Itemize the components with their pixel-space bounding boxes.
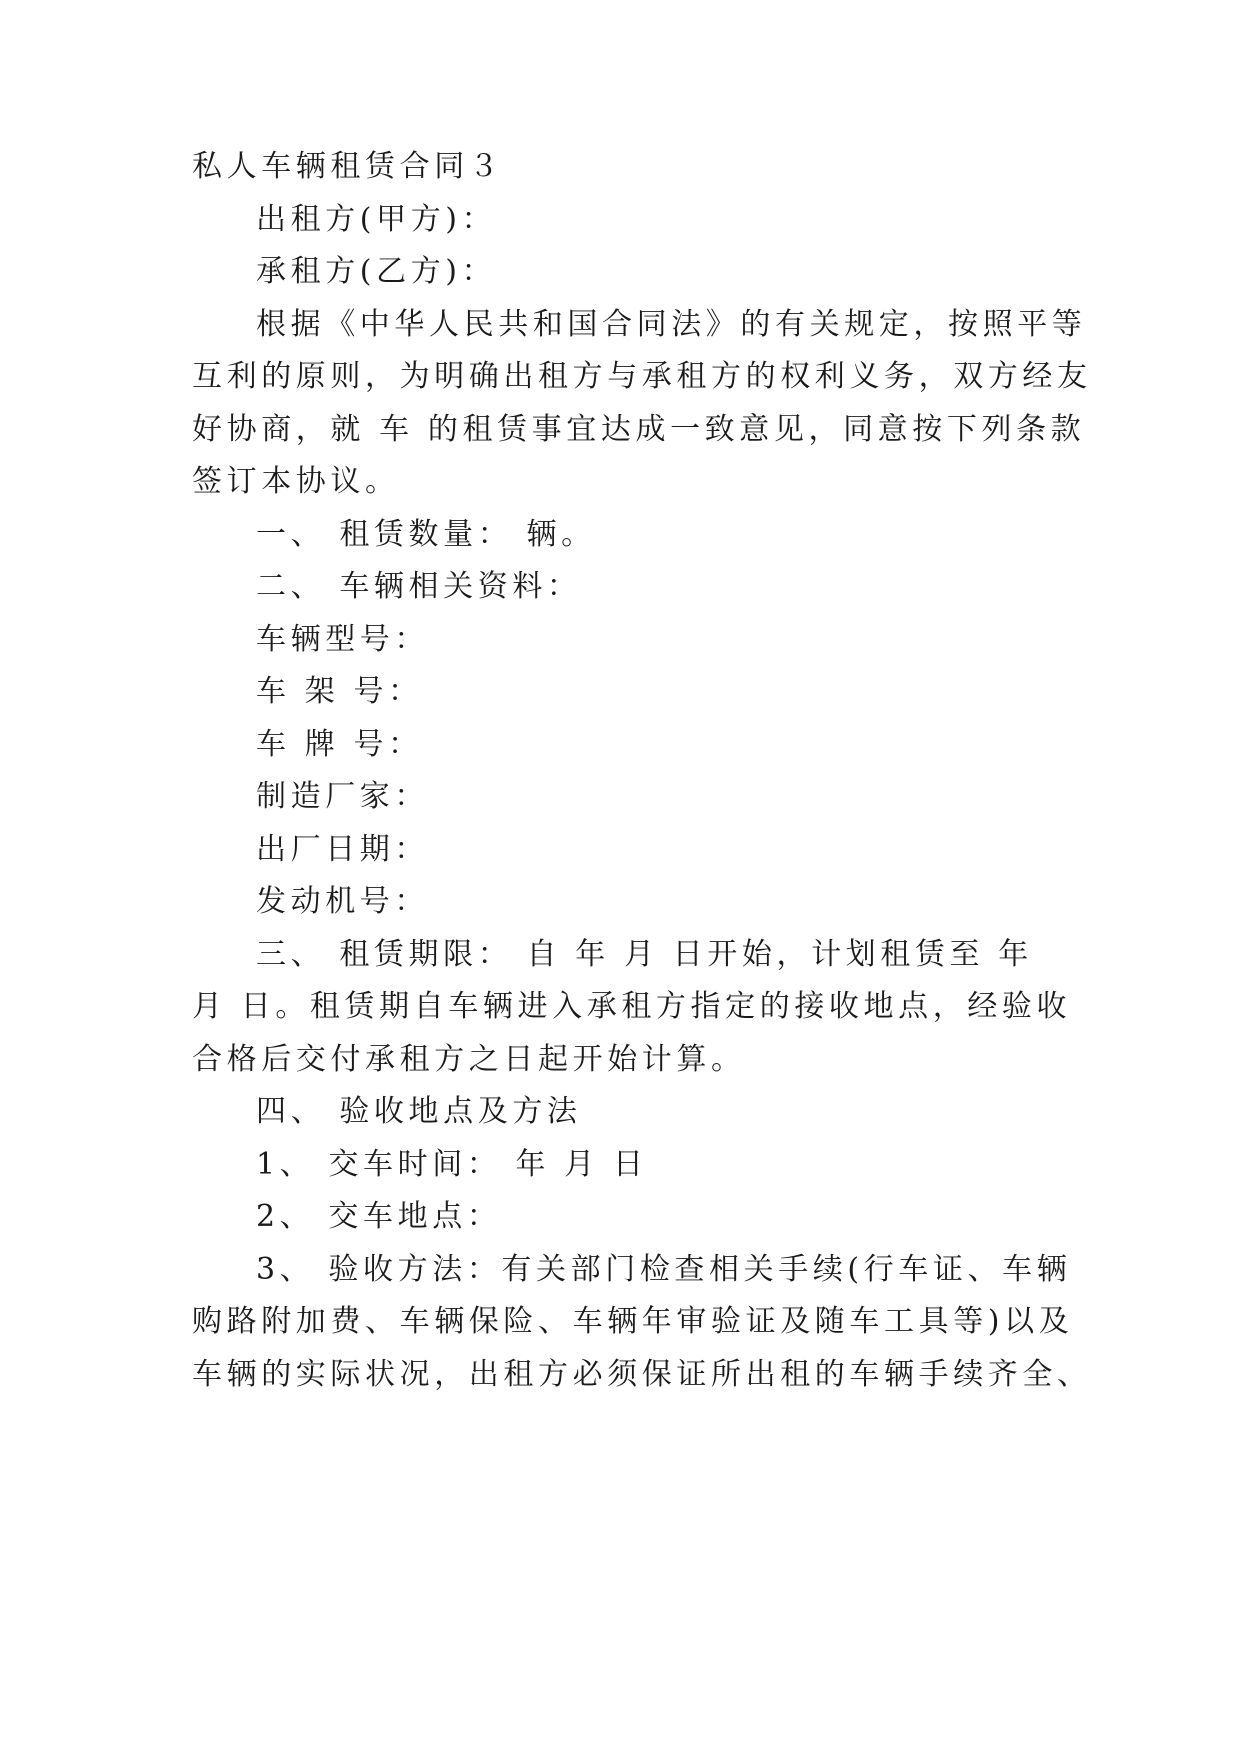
clause-rental-term-line: 合格后交付承租方之日起开始计算。 [192, 1042, 746, 1077]
clause-rental-quantity: 一、 租赁数量： 辆。 [256, 517, 596, 552]
preamble-line: 好协商，就 车 的租赁事宜达成一致意见，同意按下列条款 [192, 412, 1086, 447]
clause-vehicle-info: 二、 车辆相关资料： [256, 569, 582, 604]
field-manufacturer: 制造厂家： [256, 779, 429, 814]
clause-inspection: 四、 验收地点及方法 [256, 1094, 582, 1129]
field-engine-number: 发动机号： [256, 884, 429, 919]
field-production-date: 出厂日期： [256, 832, 429, 867]
lessor-label: 出租方(甲方)： [256, 202, 497, 237]
clause-rental-term-line: 三、 租赁期限： 自 年 月 日开始，计划租赁至 年 [256, 937, 1033, 972]
item-inspection-method-line: 车辆的实际状况，出租方必须保证所出租的车辆手续齐全、 [192, 1357, 1092, 1392]
lessee-label: 承租方(乙方)： [256, 254, 497, 289]
item-inspection-method-line: 购路附加费、车辆保险、车辆年审验证及随车工具等)以及 [192, 1304, 1074, 1339]
item-inspection-method-line: 3、 验收方法：有关部门检查相关手续(行车证、车辆 [256, 1252, 1072, 1287]
field-plate-number: 车 牌 号： [256, 727, 423, 762]
clause-rental-term-line: 月 日。租赁期自车辆进入承租方指定的接收地点，经验收 [192, 989, 1072, 1024]
preamble-line: 根据《中华人民共和国合同法》的有关规定，按照平等 [256, 307, 1087, 342]
document-title: 私人车辆租赁合同３ [192, 149, 504, 184]
preamble-line: 签订本协议。 [192, 464, 400, 499]
item-delivery-time: 1、 交车时间： 年 月 日 [256, 1147, 648, 1182]
item-delivery-place: 2、 交车地点： [256, 1199, 502, 1234]
field-vehicle-model: 车辆型号： [256, 622, 429, 657]
field-frame-number: 车 架 号： [256, 674, 423, 709]
preamble-line: 互利的原则，为明确出租方与承租方的权利义务，双方经友 [192, 359, 1092, 394]
